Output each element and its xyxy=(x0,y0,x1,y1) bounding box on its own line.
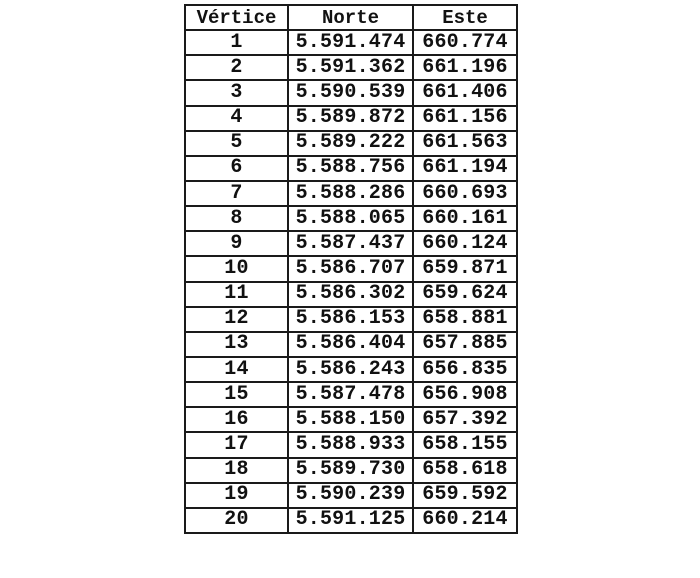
vertex-number-cell: 8 xyxy=(185,206,288,231)
east-coordinate-cell: 657.885 xyxy=(413,332,517,357)
vertex-number-cell: 16 xyxy=(185,407,288,432)
east-coordinate-cell: 659.871 xyxy=(413,256,517,281)
north-coordinate-cell: 5.589.730 xyxy=(288,458,413,483)
table-row xyxy=(185,80,517,105)
vertex-number-cell: 2 xyxy=(185,55,288,80)
vertex-number-cell: 9 xyxy=(185,231,288,256)
vertex-number-cell: 12 xyxy=(185,307,288,332)
north-coordinate-cell: 5.588.286 xyxy=(288,181,413,206)
table-row xyxy=(185,106,517,131)
east-coordinate-cell: 660.124 xyxy=(413,231,517,256)
table-row xyxy=(185,256,517,281)
vertex-number-cell: 5 xyxy=(185,131,288,156)
north-coordinate-cell: 5.586.404 xyxy=(288,332,413,357)
table-row xyxy=(185,483,517,508)
table-row xyxy=(185,181,517,206)
north-coordinate-cell: 5.587.437 xyxy=(288,231,413,256)
header-north: Norte xyxy=(288,5,413,30)
vertex-number-cell: 19 xyxy=(185,483,288,508)
table-row xyxy=(185,332,517,357)
vertex-number-cell: 17 xyxy=(185,432,288,457)
north-coordinate-cell: 5.590.539 xyxy=(288,80,413,105)
east-coordinate-cell: 657.392 xyxy=(413,407,517,432)
table-row xyxy=(185,458,517,483)
table-row xyxy=(185,282,517,307)
east-coordinate-cell: 658.618 xyxy=(413,458,517,483)
vertex-coordinates-table xyxy=(184,4,518,534)
vertex-number-cell: 18 xyxy=(185,458,288,483)
north-coordinate-cell: 5.588.150 xyxy=(288,407,413,432)
vertex-number-cell: 7 xyxy=(185,181,288,206)
vertex-number-cell: 14 xyxy=(185,357,288,382)
header-vertex: Vértice xyxy=(185,5,288,30)
header-east: Este xyxy=(413,5,517,30)
east-coordinate-cell: 661.194 xyxy=(413,156,517,181)
east-coordinate-cell: 659.624 xyxy=(413,282,517,307)
table-row xyxy=(185,131,517,156)
east-coordinate-cell: 661.156 xyxy=(413,106,517,131)
vertex-number-cell: 11 xyxy=(185,282,288,307)
north-coordinate-cell: 5.588.933 xyxy=(288,432,413,457)
vertex-number-cell: 3 xyxy=(185,80,288,105)
table-header-row xyxy=(185,5,517,30)
north-coordinate-cell: 5.589.222 xyxy=(288,131,413,156)
east-coordinate-cell: 661.196 xyxy=(413,55,517,80)
vertex-number-cell: 10 xyxy=(185,256,288,281)
east-coordinate-cell: 661.406 xyxy=(413,80,517,105)
north-coordinate-cell: 5.589.872 xyxy=(288,106,413,131)
vertex-number-cell: 20 xyxy=(185,508,288,533)
vertex-number-cell: 15 xyxy=(185,382,288,407)
east-coordinate-cell: 658.881 xyxy=(413,307,517,332)
scanned-table-image xyxy=(184,4,516,575)
east-coordinate-cell: 661.563 xyxy=(413,131,517,156)
table-row xyxy=(185,407,517,432)
north-coordinate-cell: 5.586.243 xyxy=(288,357,413,382)
table-row xyxy=(185,30,517,55)
table-row xyxy=(185,382,517,407)
table-row xyxy=(185,307,517,332)
table-row xyxy=(185,231,517,256)
table-row xyxy=(185,206,517,231)
north-coordinate-cell: 5.591.125 xyxy=(288,508,413,533)
east-coordinate-cell: 656.835 xyxy=(413,357,517,382)
east-coordinate-cell: 659.592 xyxy=(413,483,517,508)
table-row xyxy=(185,508,517,533)
east-coordinate-cell: 660.214 xyxy=(413,508,517,533)
north-coordinate-cell: 5.591.474 xyxy=(288,30,413,55)
north-coordinate-cell: 5.586.153 xyxy=(288,307,413,332)
north-coordinate-cell: 5.586.302 xyxy=(288,282,413,307)
table-row xyxy=(185,156,517,181)
vertex-number-cell: 1 xyxy=(185,30,288,55)
table-row xyxy=(185,432,517,457)
east-coordinate-cell: 658.155 xyxy=(413,432,517,457)
vertex-number-cell: 13 xyxy=(185,332,288,357)
table-row xyxy=(185,357,517,382)
vertex-number-cell: 6 xyxy=(185,156,288,181)
north-coordinate-cell: 5.587.478 xyxy=(288,382,413,407)
vertex-number-cell: 4 xyxy=(185,106,288,131)
east-coordinate-cell: 660.161 xyxy=(413,206,517,231)
east-coordinate-cell: 656.908 xyxy=(413,382,517,407)
east-coordinate-cell: 660.693 xyxy=(413,181,517,206)
north-coordinate-cell: 5.586.707 xyxy=(288,256,413,281)
north-coordinate-cell: 5.588.756 xyxy=(288,156,413,181)
table-row xyxy=(185,55,517,80)
north-coordinate-cell: 5.588.065 xyxy=(288,206,413,231)
north-coordinate-cell: 5.591.362 xyxy=(288,55,413,80)
north-coordinate-cell: 5.590.239 xyxy=(288,483,413,508)
east-coordinate-cell: 660.774 xyxy=(413,30,517,55)
